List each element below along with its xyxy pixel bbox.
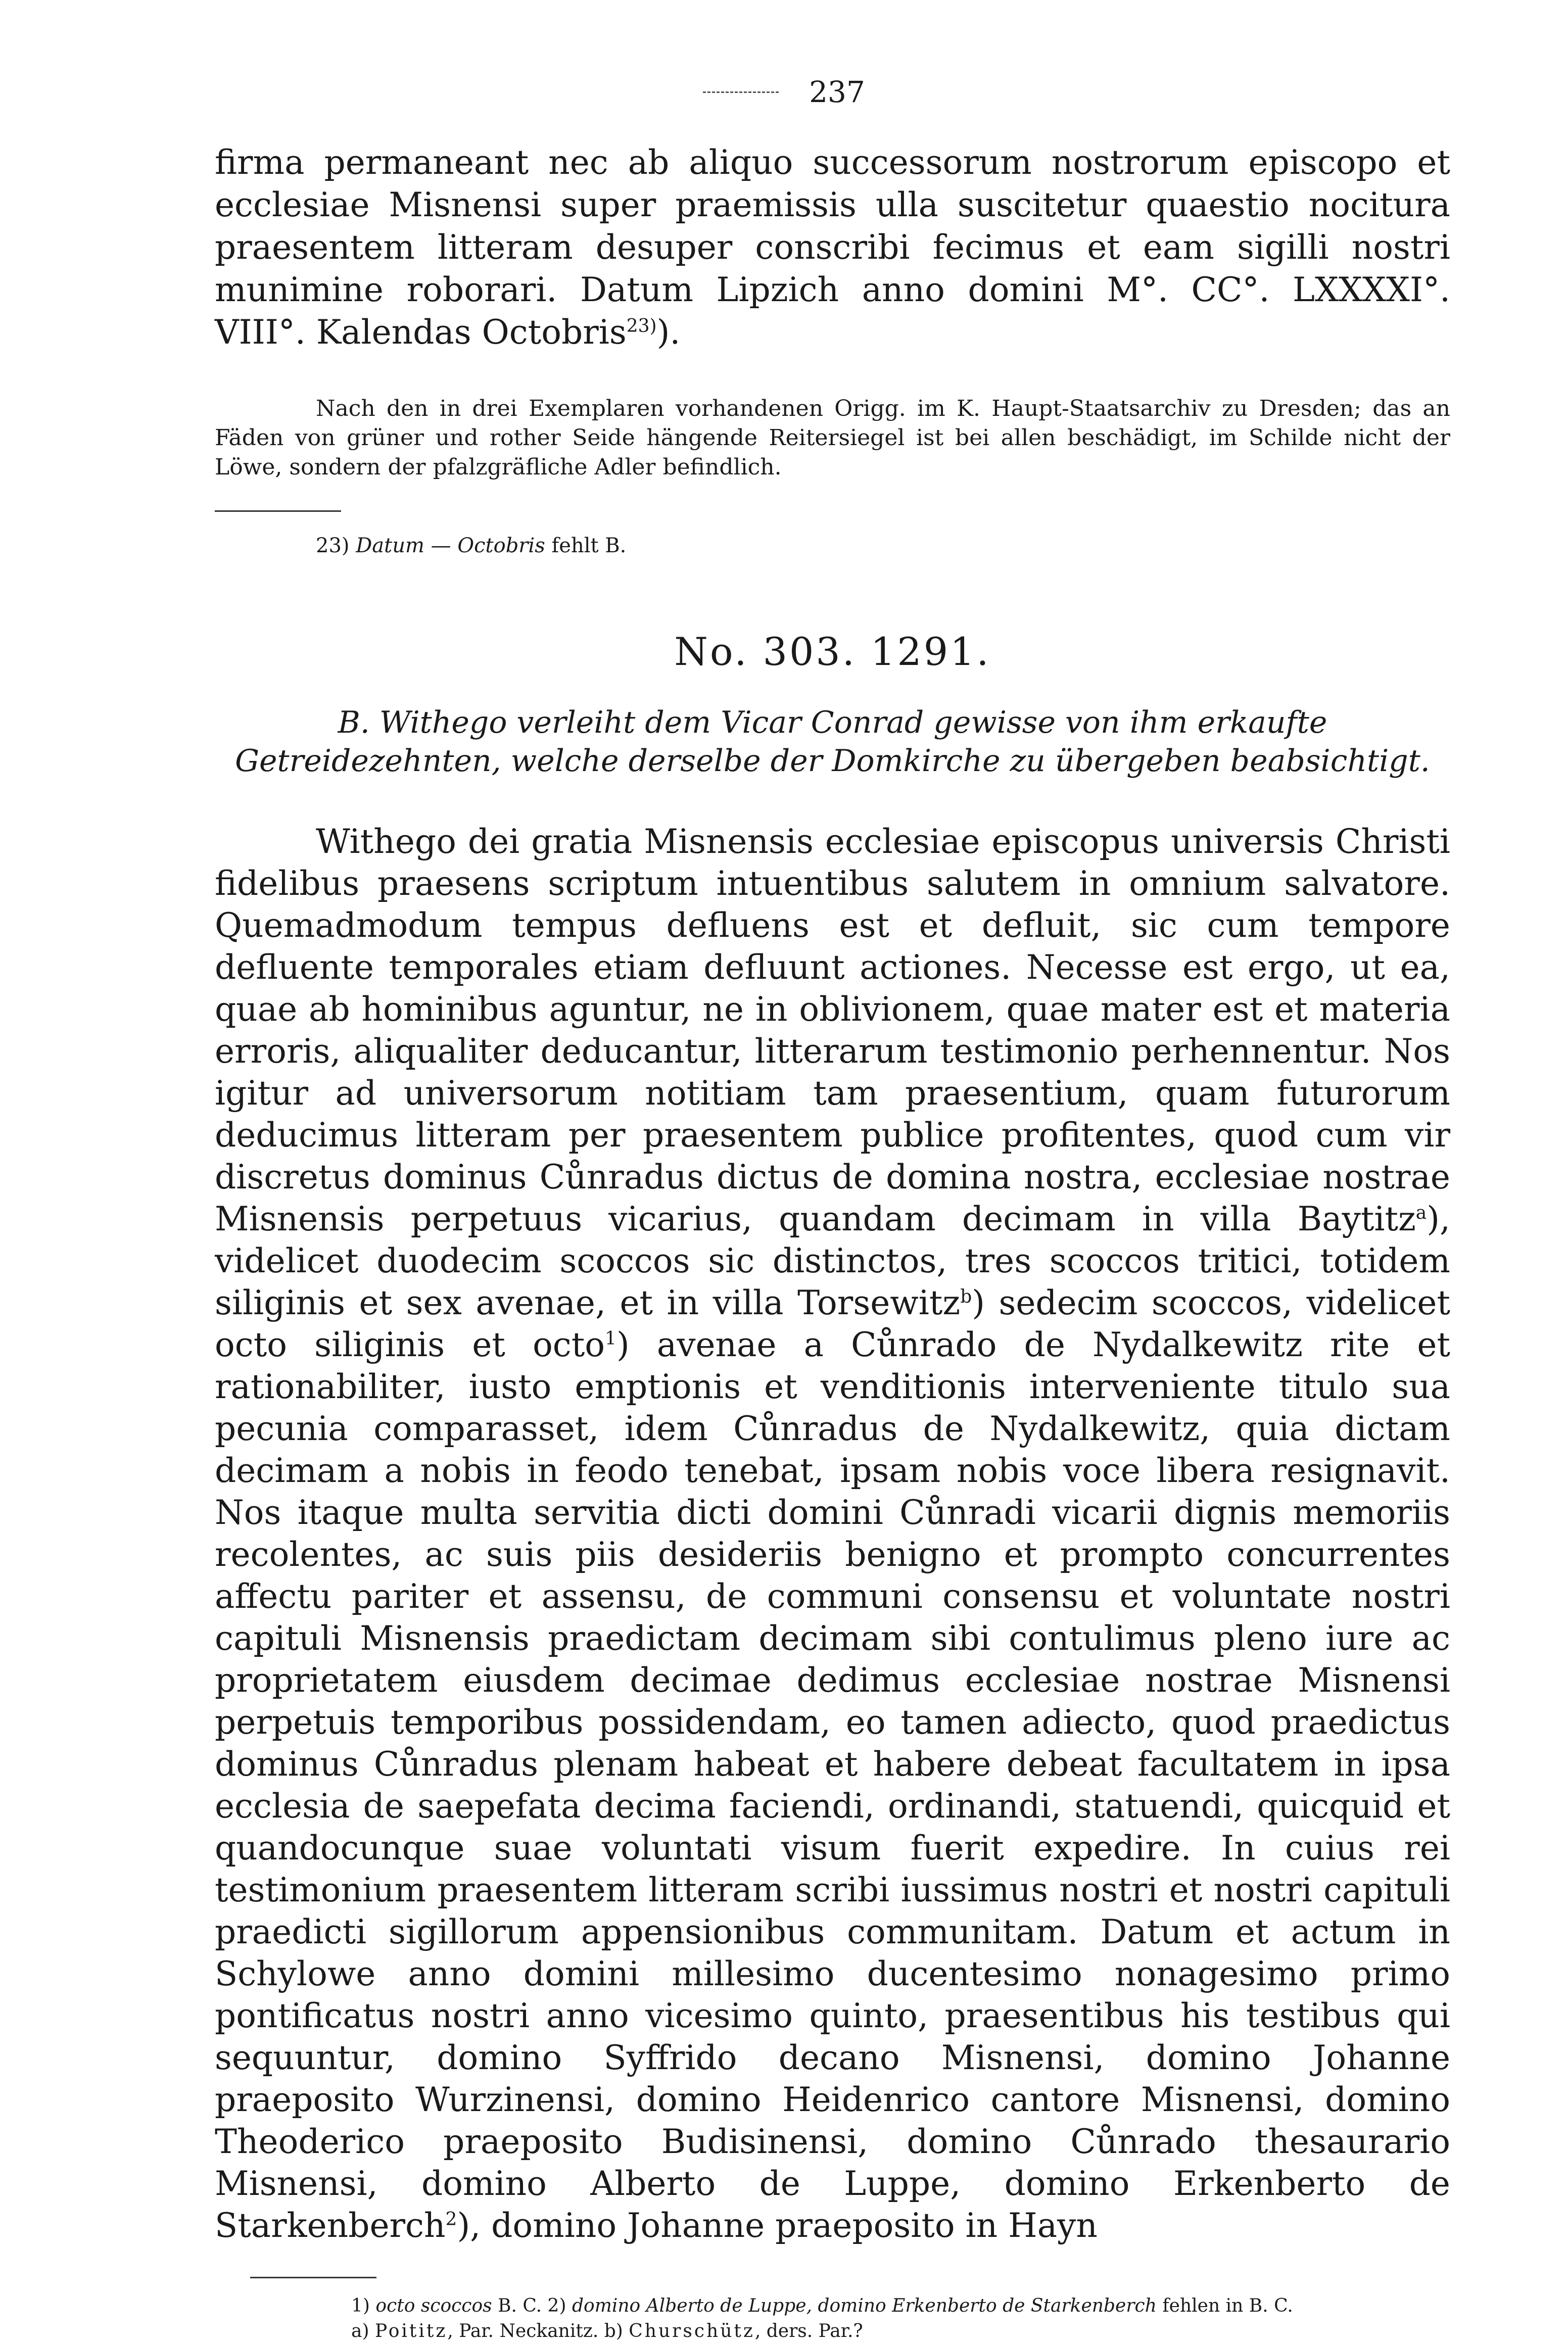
note-marker-a: a [1415,1203,1427,1223]
footnote-line-2: a) Poititz, Par. Neckanitz. b) Churschütz, ders. Par.? [351,2321,863,2341]
page-number: 237 [809,75,865,109]
note-marker-b: b [960,1286,972,1307]
source-note: Nach den in drei Exemplaren vorhandenen Origg. im K. Haupt-Staatsarchiv zu Dresden; das an Fäden von grüner und rother Seide hängende Reitersiegel ist bei allen beschädigt, im Schilde nicht der Löwe, sondern der pfalzgräfliche Adler befindlich. [215,396,1450,480]
footnote-line-1: 1) octo scoccos B. C. 2) domino Alberto de Luppe, domino Erkenberto de Starkenberch fehlen in B. C. [351,2295,1293,2316]
document-summary: B. Withego verleiht dem Vicar Conrad gewisse von ihm erkaufte Getreidezehnten, welche derselbe der Domkirche zu übergeben beabsichtigt. [235,705,1430,779]
footnotes [351,2293,1450,2344]
note-marker-1: 1 [605,1328,616,1349]
footnote-23-italic: Datum — Octobris [356,534,545,557]
footnote-23: 23) Datum — Octobris fehlt B. [316,534,627,557]
footnote-rule [215,510,341,512]
continuation-text: firma permaneant nec ab aliquo successorum nostrorum episcopo et ecclesiae Misnensi super praemissis ulla suscitetur quaestio nocitura praesentem litteram desuper conscribi fecimus et eam sigilli nostri munimine roborari. Datum Lipzich anno domini M°. CC°. LXXXXI°. VIII°. Kalendas Octobris [215,143,1450,352]
page-header [0,75,1568,109]
document-title: No. 303. 1291. [674,629,991,674]
note-marker-2: 2 [445,2209,457,2230]
continuation-paragraph: firma permaneant nec ab aliquo successorum nostrorum episcopo et ecclesiae Misnensi super praemissis ulla suscitetur quaestio nocitura praesentem litteram desuper conscribi fecimus et eam sigilli nostri munimine roborari. Datum Lipzich anno domini M°. CC°. LXXXXI°. VIII°. Kalendas Octobris$^{23)}$). [215,143,1450,352]
footnote-marker-23: 23) [626,316,657,337]
header-rule [703,91,779,93]
document-body: Withego dei gratia Misnensis ecclesiae episcopus universis Christi fidelibus praesens scriptum intuentibus salutem in omnium salvatore. Quemadmodum tempus defluens est et defluit, sic cum tempore defluente temporales etiam defluunt actiones. Necesse est ergo, ut ea, quae ab hominibus aguntur, ne in oblivionem, quae mater est et materia erroris, aliqualiter deducantur, litterarum testimonio perhennentur. Nos igitur ad universorum notitiam tam praesentium, quam futurorum deducimus litteram per praesentem publice profitentes, quod cum vir discretus dominus Cůnradus dictus de domina nostra, ecclesiae nostrae Misnensis perpetuus vicarius, quandam decimam in villa Baytitz$^a$), videlicet duodecim scoccos sic distinctos, tres scoccos tritici, totidem siliginis et sex avenae, et in villa Torsewitz$^b$) sedecim scoccos, videlicet octo siliginis et octo$^1$) avenae a Cůnrado de Nydalkewitz rite et rationabiliter, iusto emptionis et venditionis interveniente titulo sua pecunia comparasset, idem Cůnradus de Nydalkewitz, quia dictam decimam a nobis in feodo tenebat, ipsam nobis voce libera resignavit. Nos itaque multa servitia dicti domini Cůnradi vicarii dignis memoriis recolentes, ac suis piis desideriis benigno et prompto concurrentes affectu pariter et assensu, de communi consensu et voluntate nostri capituli Misnensis praedictam decimam sibi contulimus pleno iure ac proprietatem eiusdem decimae dedimus ecclesiae nostrae Misnensi perpetuis temporibus possidendam, eo tamen adiecto, quod praedictus dominus Cůnradus plenam habeat et habere debeat facultatem in ipsa ecclesia de saepefata decima faciendi, ordinandi, statuendi, quicquid et quandocunque suae voluntati visum fuerit expedire. In cuius rei testimonium praesentem litteram scribi iussimus nostri et nostri capituli praedicti sigillorum appensionibus communitam. Datum et actum in Schylowe anno domini millesimo ducentesimo nonagesimo primo pontificatus nostri anno vicesimo quinto, praesentibus his testibus qui sequuntur, domino Syffrido decano Misnensi, domino Johanne praeposito Wurzinensi, domino Heidenrico cantore Misnensi, domino Theoderico praeposito Budisinensi, domino Cůnrado thesaurario Misnensi, domino Alberto de Luppe, domino Erkenberto de Starkenberch$^2$), domino Johanne praeposito in Hayn [215,822,1450,2245]
page-content [215,141,1450,2344]
footnotes-rule [250,2277,376,2278]
